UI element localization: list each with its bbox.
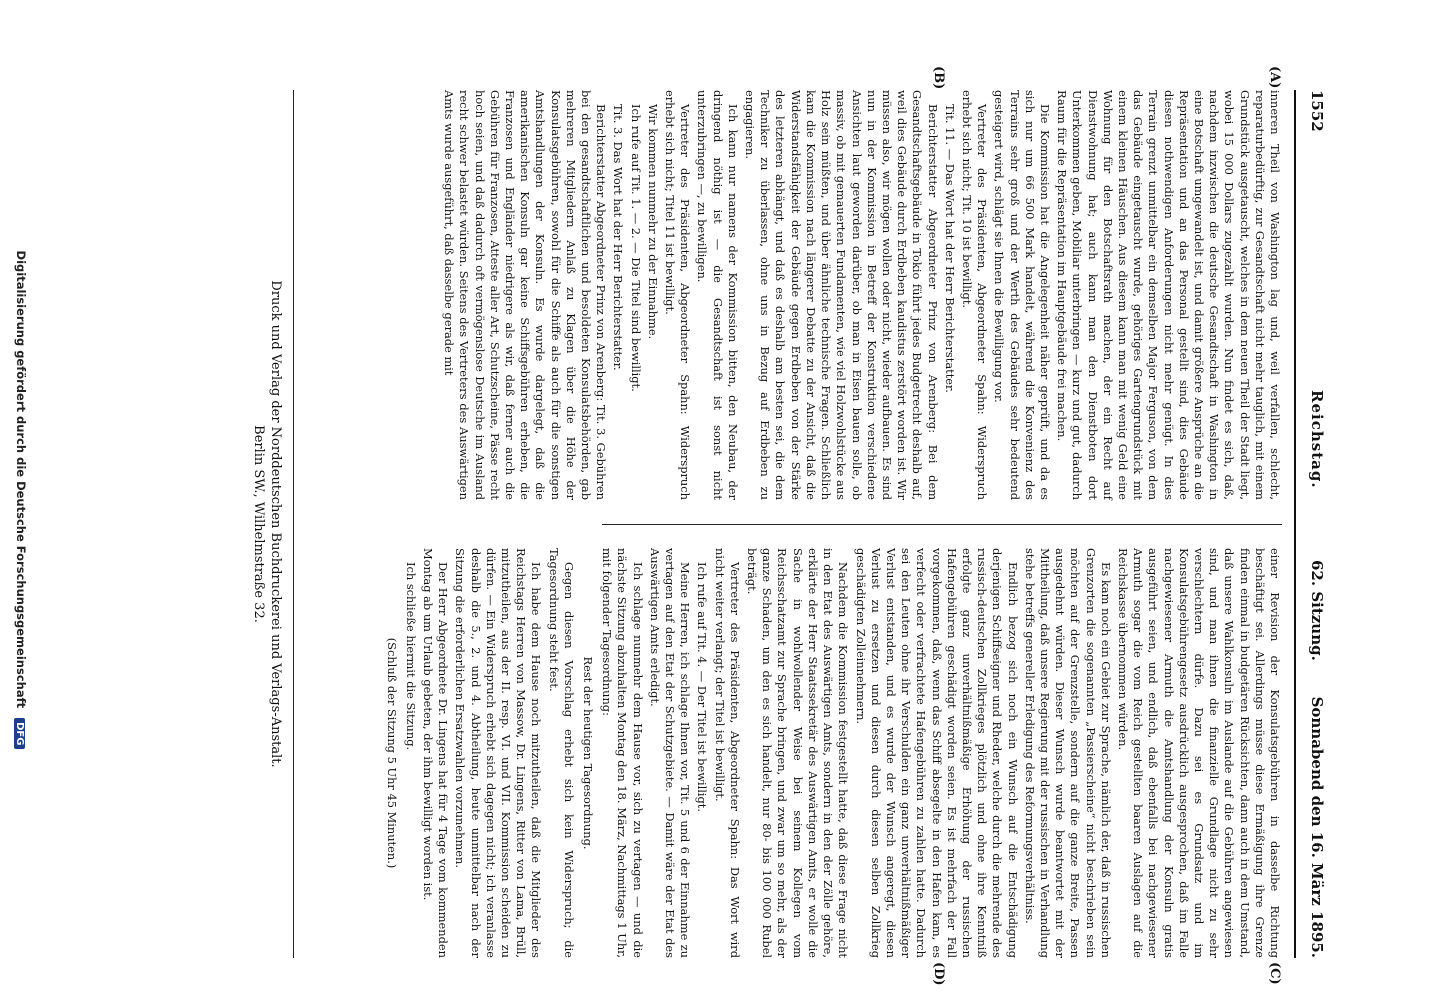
paragraph: Ich kann nur namens der Kommission bitten, den Neubau, der dringend nöthig ist — die Gesandtschaft ist sonst nicht unterzubringen —, zu bewilligen. — [695, 90, 740, 500]
paragraph: Ich rufe auf Tit. 1. — 2. — Die Titel sind bewilligt. — [628, 104, 643, 392]
margin-mark-d: (D) — [931, 962, 946, 986]
paragraph: Es kam noch ein Gebiet zur Sprache, nämlich der, daß in russischen Grenzorten die sogenannten „Passierscheine“ nicht beschrieben sein möchten auf der Grenzstelle, sondern auf die ganze Breite, Passen ausgedehnt würden. Dieser Wunsch wurde beantwortet mit der Mittheilung, daß unsere Regierung mit der russischen in Verhandlung stehe betreffs genereller Erledigung des Reformungsverhältniss. — [1022, 548, 1113, 958]
margin-mark-b: (B) — [931, 66, 946, 90]
session-date: Sonnabend den 16. März 1895. — [1308, 696, 1326, 958]
column-divider — [602, 524, 1282, 525]
paragraph: Meine Herren, ich schlage Ihnen vor, Tit. 5 und 6 der Einnahme zu vertagen auf den Etat der Schutzgebiete. — Damit wäre der Etat des Auswärtigen Amts erledigt. — [647, 548, 693, 958]
session-label: 62. Sitzung. — [1308, 560, 1326, 661]
paragraph: Vertreter des Präsidenten, Abgeordneter Spahn: Das Wort wird nicht weiter verlangt; der Titel ist bewilligt. — [712, 548, 742, 958]
paragraph: Vertreter des Präsidenten, Abgeordneter Spahn: Widerspruch erhebt sich nicht; Titel 11 ist bewilligt. — [663, 90, 693, 500]
digitization-text: Digitalisierung gefördert durch die Deutsche Forschungsgemeinschaft — [14, 250, 28, 709]
printer-line: Druck und Verlag der Norddeutschen Buchdruckerei und Verlags-Anstalt. — [268, 280, 283, 768]
paragraph: einer Revision der Konsulatsgebühren in dasselbe Richtung beschäftigt sei. Allerdings müsse diese Ermäßigung ihre Grenze finden einmal in budgetären Rücksichten, dann auch in dem Umstand, daß unsere Wahlkonsuln im Auslande auf die Gebühren angewiesen sind, und man ihnen die finanzielle Grundlage nicht zu sehr verschlechtern dürfe. Dazu sei es Grundsatz und im Konsulatsgebührengesetz ausdrücklich ausgesprochen, daß im Falle nachgewiesener Armuth die Amtshandlung der Konsuln gratis ausgeführt seien, und endlich, daß ebenfalls bei nachgewiesener Armuth sogar die vom Reich gestellten baaren Auslagen auf die Reichskasse übernommen würden. — [1115, 548, 1282, 958]
paragraph: Die Kommission hat die Angelegenheit näher geprüft, und da es sich nur um 66 500 Mark handelt, während die Konvenienz des Terrains sehr groß und der Werth des Gebäudes sehr bedeutend gesteigert wird, schlägt sie Ihnen die Bewilligung vor. — [992, 90, 1052, 500]
header-rule — [1294, 90, 1296, 958]
paragraph: Ich schlage nunmehr dem Hause vor, sich zu vertagen — und die nächste Sitzung abzuhalten Montag den 18. März, Nachmittags 1 Uhr, mit folgender Tagesordnung: — [600, 548, 645, 958]
paragraph: Tit. 3. Das Wort hat der Herr Berichterstatter. — [611, 104, 626, 371]
paragraph: Berichterstatter Abgeordneter Prinz von Arenberg: Bei dem Gesandtschaftsgebäude in Tokio führt jedes Budgetrecht deshalb auf, weil dies Gebäude durch Erdbeben kaudistus zerstört worden ist. Wir müssen also, wir mögen wollen oder nicht, wieder aufbauen. Es sind nun in der Kommission in Betreff der Konstruktion verschiedene Ansichten laut geworden darüber, ob man in Eisen bauen solle, ob massiv, ob mit gemauerten Fundamenten, wie viel Holzwohlstücke aus Holz sein müßten, und über ähnliche technische Fragen. Schließlich kam die Kommission nach längerer Debatte zu der Ansicht, daß die Widerstandsfähigkeit der Gebäude gegen Erdbeben von der Stärke des letzteren abhängt, und daß es deshalb am besten sei, die dem Techniker zu überlassen, ohne uns in Bezug auf Erdbeben zu engagieren. — [743, 90, 940, 500]
paragraph: Vertreter des Präsidenten, Abgeordneter Spahn: Widerspruch erhebt sich nicht; Tit. 10 ist bewilligt. — [959, 90, 990, 500]
page-header — [1298, 90, 1332, 958]
paragraph: Berichterstatter Abgeordneter Prinz von Arenberg: Tit. 3. Gebühren bei den gesandtschaftlichen und besoldeten Konsulatsbehörden, gab mehreren Mitgliedern Anlaß zu Klagen über die Höhe der Konsulatsgebühren, sowohl für die Schiffe als auch für die sonstigen Amtshandlungen der Konsuln. Es wurde dargelegt, daß die amerikanischen Konsuln gar keine Schiffsgebühren erheben, die Franzosen und Engländer niedrigere als wir, daß ferner auch die Gebühren für Franzosen, Atteste aller Art, Schutzscheine, Pässe recht hoch seien, und daß dadurch oft vermögenslose Deutsche im Ausland recht schwer belastet würden. Seitens des Vertreters des Auswärtigen Amts wurde ausgeführt, daß dasselbe gerade mit — [442, 90, 609, 500]
footer-rule — [293, 90, 294, 958]
paragraph: inneren Theil von Washington lag und, weil verfallen, schlecht, reparaturbedürftig, zur Gesandtschaft nicht mehr tauglich, mit einem Grundstück ausgetauscht, welches in dem neuen Theil der Stadt liegt, wobei 15 000 Dollars zugezahlt wurden. Nun findet es sich, daß, nachdem inzwischen die deutsche Gesandtschaft in Washington in eine Botschaft umgewandelt ist, und damit größere Ansprüche an die Repräsentation und an das Personal gestellt sind, dies Gebäude diesen nothwendigen Anforderungen nicht mehr genügt. In dies Terrain grenzt unmittelbar ein demselben Major Ferguson, von dem das Gebäude eingetauscht wurde, gehöriges Gartengrundstück mit einem kleinen Häuschen. Aus diesem kann man mit wenig Geld eine Wohnung für den Botschaftsrath machen, der ein Recht auf Dienstwohnung hat; auch kann man den Dienstboten dort Unterkommen geben, Mobiliar unterbringen — kurz und gut, dadurch Raum für die Repräsentation im Hauptgebäude frei machen. — [1055, 90, 1282, 500]
digitization-note — [14, 0, 28, 1000]
left-column — [439, 90, 1282, 500]
paragraph: Endlich bezog sich noch ein Wunsch auf die Entschädigung derjenigen Schiffseigner und Rheder, welche durch die mehrende des russisch-deutschen Zollkrieges plötzlich und ohne ihre Kenntniß erfolgte ganz unverhältnißmäßige Erhöhung der russischen Hafengebühren geschädigt worden seien. Es ist mehrfach der Fall vorgekommen, daß, wenn das Schiff absegelte in den Hafen kam, es verfecht oder verfrachtete Hafengebühren zu zahlen hatte. Dadurch sei den Leuten ohne ihr Verschulden ein ganz unverhältnißmäßiger Verlust entstanden, und es wurde der Wunsch angeregt, diesen Verlust zu ersetzen und diesen durch diesen selben Zollkrieg geschädigten Zolleinnehmern. — [853, 548, 1020, 958]
page-title: Reichstag. — [1308, 390, 1326, 489]
paragraph: Nachdem die Kommission festgestellt hatte, daß diese Frage nicht in den Etat des Auswärtigen Amts, sondern in den der Zölle gehöre, erklärte der Herr Staatssekretär des Auswärtigen Amts, er wolle die Sache in wohlwollender Weise bei seinem Kollegen vom Reichsschatzamt zur Sprache bringen, und zwar um so mehr, als der ganze Schaden, um den es sich handelt, nur 80- bis 100 000 Rubel beträgt. — [745, 548, 851, 958]
paragraph: Tit. 11. — Das Wort hat der Herr Berichterstatter. — [942, 104, 957, 393]
margin-mark-c: (C) — [1267, 962, 1282, 985]
printer-address: Berlin SW., Wilhelmstraße 32. — [251, 425, 266, 623]
paragraph: Wir kommen nunmehr zu der Einnahme. — [645, 104, 660, 340]
paragraph: Ich habe dem Hause noch mitzutheilen, daß die Mitglieder des Reichstags Herren von Massow, Dr. Lingens, Ritter von Lama, Brüll, mitzutheilen, aus der II. resp. VI. und VII. Kommission scheiden zu dürfen. — Ein Widerspruch erhebt sich dagegen nicht; ich veranlasse deshalb die 5., 2. und 4. Abtheilung, heute unmittelbar nach der Sitzung die erforderlichen Ersatzwahlen vorzunehmen. — [453, 548, 544, 958]
dfg-logo-icon: DFG — [14, 718, 25, 749]
right-column — [379, 548, 1282, 958]
session-close-note: (Schluß der Sitzung 5 Uhr 45 Minuten.) — [384, 637, 399, 869]
paragraph: Gegen diesen Vorschlag erhebt sich kein Widerspruch; die Tagesordnung steht fest. — [546, 548, 576, 958]
paragraph: Ich schließe hiermit die Sitzung. — [403, 562, 418, 751]
margin-mark-a: (A) — [1267, 66, 1282, 89]
paragraph: Rest der heutigen Tagesordnung. — [581, 656, 596, 850]
paragraph: Ich rufe auf Tit. 4. — Der Titel ist bewilligt. — [695, 562, 710, 813]
printer-imprint — [250, 90, 284, 958]
page-number: 1552 — [1308, 90, 1326, 132]
paragraph: Der Herr Abgeordnete Dr. Lingens hat für 4 Tage vom kommenden Montag ab um Urlaub gebeten, der ihm bewilligt worden ist. — [421, 548, 451, 958]
